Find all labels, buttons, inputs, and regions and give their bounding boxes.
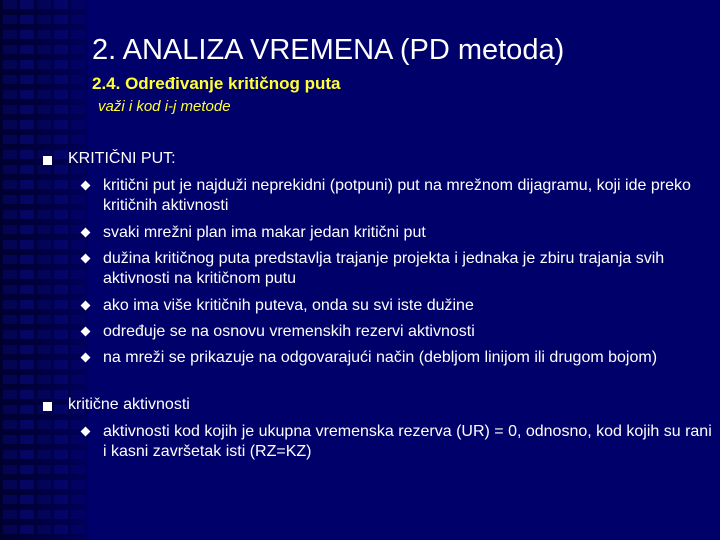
slide-title: 2. ANALIZA VREMENA (PD metoda) (92, 34, 565, 66)
slide-subtitle: 2.4. Određivanje kritičnog puta (92, 74, 341, 93)
list-item: na mreži se prikazuje na odgovarajući način (debljom linijom ili drugom bojom) (103, 349, 658, 366)
decorative-squares (20, 0, 34, 540)
list-item: aktivnosti kod kojih je ukupna vremenska rezerva (UR) = 0, odnosno, kod kojih su rani i kasni završetak isti (RZ=KZ) (103, 423, 712, 460)
decorative-squares (37, 0, 51, 540)
section-heading: KRITIČNI PUT: (68, 150, 176, 167)
list-item: određuje se na osnovu vremenskih rezervi aktivnosti (103, 323, 475, 340)
decorative-squares (3, 0, 17, 540)
decorative-side-band (0, 0, 88, 540)
list-item: kritični put je najduži neprekidni (potpuni) put na mrežnom dijagramu, koji ide preko kritičnih aktivnosti (103, 177, 691, 214)
list-item: ako ima više kritičnih puteva, onda su svi iste dužine (103, 297, 474, 314)
decorative-squares (71, 0, 85, 540)
list-item: svaki mrežni plan ima makar jedan kritični put (103, 224, 426, 241)
slide-note: važi i kod i-j metode (98, 98, 231, 115)
section-heading: kritične aktivnosti (68, 396, 190, 413)
list-item: dužina kritičnog puta predstavlja trajanje projekta i jednaka je zbiru trajanja svih aktivnosti na kritičnom putu (103, 250, 665, 287)
square-bullet-icon (43, 402, 52, 411)
square-bullet-icon (43, 156, 52, 165)
decorative-squares (54, 0, 68, 540)
